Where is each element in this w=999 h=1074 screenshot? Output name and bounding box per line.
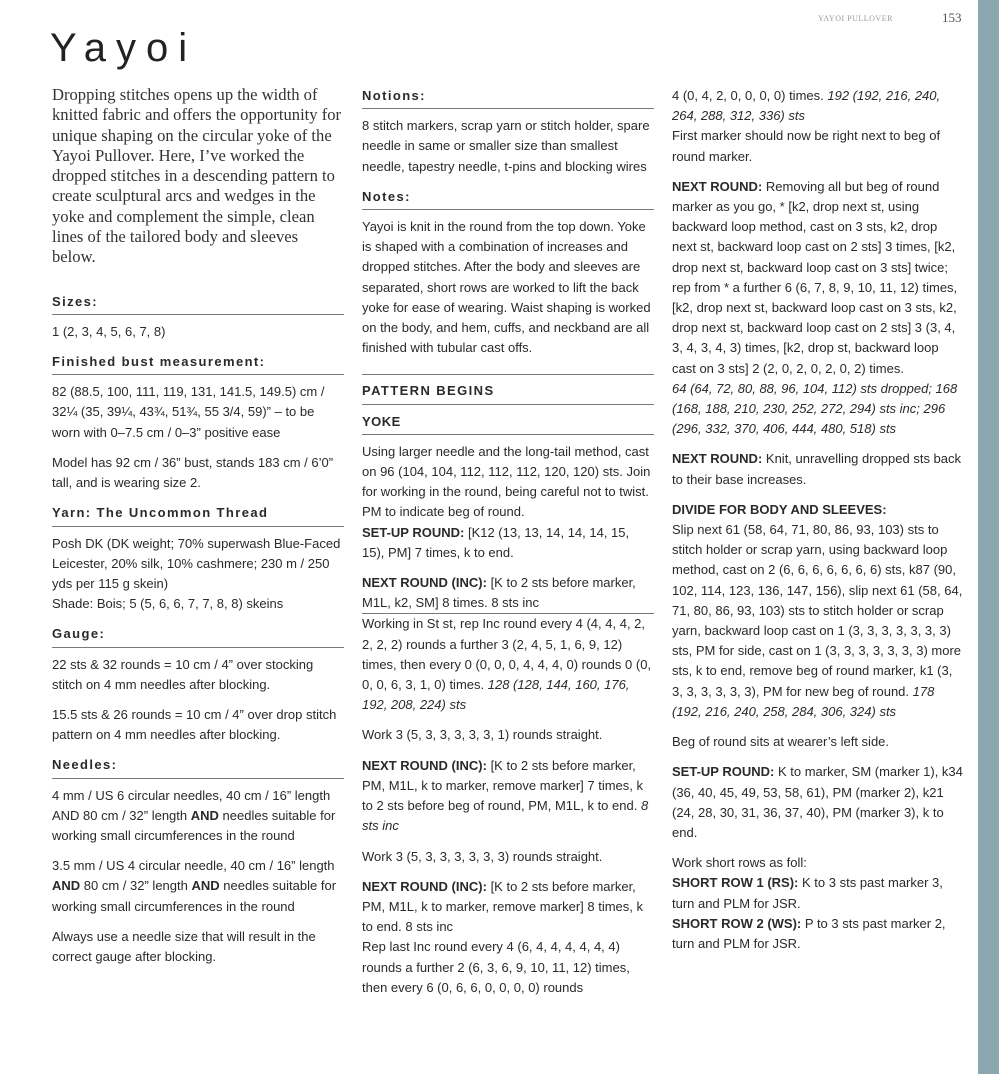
page-title: Yayoi [50, 26, 198, 70]
inc-round-3-repeat: Rep last Inc round every 4 (6, 4, 4, 4, 4, 4, 4) rounds a further 2 (6, 3, 6, 9, 10, 11, 12) times, then every 6 (0, 6, 6, 0, 0, 0, 0) rounds [362, 939, 630, 995]
needles-note: Always use a needle size that will result in the correct gauge after blocking. [52, 928, 316, 964]
straight-rounds-1: Work 3 (5, 3, 3, 3, 3, 3, 1) rounds straight. [362, 727, 603, 743]
inc-round-1: NEXT ROUND (INC): [K to 2 sts before marker, M1L, k2, SM] 8 times. 8 sts inc [362, 573, 654, 614]
drop-round-totals: 64 (64, 72, 80, 88, 96, 104, 112) sts dropped; 168 (168, 188, 210, 230, 252, 272, 294) sts inc; 296 (296, 332, 370, 406, 444, 480, 518) sts [672, 380, 958, 437]
notes-heading: Notes: [362, 187, 654, 210]
page-number: 153 [942, 10, 962, 25]
yoke-heading: YOKE [362, 412, 654, 435]
left-side-note: Beg of round sits at wearer’s left side. [672, 734, 890, 750]
short-rows-intro: Work short rows as foll: [672, 855, 807, 871]
decorative-side-band [978, 0, 999, 1074]
bust-heading: Finished bust measurement: [52, 352, 344, 375]
model-note: Model has 92 cm / 36” bust, stands 183 cm / 6’0” tall, and is wearing size 2. [52, 454, 334, 491]
sizes-heading: Sizes: [52, 292, 344, 315]
inc-round-2: NEXT ROUND (INC): [K to 2 sts before marker, PM, M1L, k to marker, remove marker] 7 times, k to 2 sts before beg of round, PM, M1L, k to end. 8 sts inc [362, 757, 649, 834]
gauge-stocking: 22 sts & 32 rounds = 10 cm / 4” over stocking stitch on 4 mm needles after blocking. [52, 656, 314, 692]
gauge-drop: 15.5 sts & 26 rounds = 10 cm / 4” over drop stitch pattern on 4 mm needles after blocking. [52, 706, 337, 743]
setup-round-2: SET-UP ROUND: K to marker, SM (marker 1), k34 (36, 40, 45, 49, 53, 58, 61), PM (marker 2), k21 (24, 28, 30, 31, 36, 37, 40), PM (marker 3), k to end. [672, 764, 963, 840]
yarn-heading: Yarn: The Uncommon Thread [52, 503, 344, 526]
column-2 [362, 86, 654, 1008]
short-row-1: SHORT ROW 1 (RS): K to 3 sts past marker 3, turn and PLM for JSR. [672, 875, 943, 911]
inc-round-3: NEXT ROUND (INC): [K to 2 sts before marker, PM, M1L, k to marker, remove marker] 8 times, k to end. 8 sts inc [362, 878, 644, 935]
needles-item-2: 3.5 mm / US 4 circular needle, 40 cm / 16” length AND 80 cm / 32” length AND needles suitable for working small circumferences in the round [52, 858, 337, 914]
needles-item-1: 4 mm / US 6 circular needles, 40 cm / 16” length AND 80 cm / 32” length AND needles suitable for working small circumferences in the round [52, 787, 336, 843]
notions-heading: Notions: [362, 86, 654, 109]
inc-round-1-repeat: Working in St st, rep Inc round every 4 (4, 4, 4, 2, 2, 2, 2) rounds a further 3 (2, 4, 5, 1, 6, 9, 12) times, then every 0 (0, 0, 0, 4, 4, 4, 0) rounds 0 (0, 0, 0, 6, 3, 1, 0) times. 128 (128, 144, 160, 176, 192, 208, 224) sts [362, 616, 652, 713]
yarn-shade: Shade: Bois; 5 (5, 6, 6, 7, 7, 8, 8) skeins [52, 596, 284, 612]
column-3 [672, 86, 964, 964]
notions-value: 8 stitch markers, scrap yarn or stitch holder, spare needle in same or smaller size than smallest needle, tapestry needle, t-pins and blocking wires [362, 118, 650, 174]
needles-heading: Needles: [52, 755, 344, 778]
bust-value: 82 (88.5, 100, 111, 119, 131, 141.5, 149.5) cm / 32¼ (35, 39¼, 43¾, 51¾, 55 3/4, 59)” – to be worn with 0–7.5 cm / 0–3” positive ease [52, 384, 325, 440]
continued-repeat: 4 (0, 4, 2, 0, 0, 0, 0) times. 192 (192, 216, 240, 264, 288, 312, 336) sts [672, 88, 941, 124]
straight-rounds-2: Work 3 (5, 3, 3, 3, 3, 3, 3) rounds straight. [362, 848, 603, 864]
short-row-2: SHORT ROW 2 (WS): P to 3 sts past marker 2, turn and PLM for JSR. [672, 915, 946, 951]
cast-on-instructions: Using larger needle and the long-tail method, cast on 96 (104, 104, 112, 112, 112, 120, 120) sts. Join for working in the round, being careful not to twist. PM to indicate beg of round. [362, 443, 651, 520]
notes-value: Yayoi is knit in the round from the top down. Yoke is shaped with a combination of increases and dropped stitches. After the body and sleeves are separated, short rows are worked to lift the back yoke for ease of wearing. Waist shaping is worked on the body, and hem, cuffs, and neckband are all finished with tubular cast offs. [362, 219, 651, 356]
yarn-value: Posh DK (DK weight; 70% superwash Blue-Faced Leicester, 20% silk, 10% cashmere; 230 m / 250 yds per 115 g skein) [52, 535, 341, 591]
drop-round: NEXT ROUND: Removing all but beg of round marker as you go, * [k2, drop next st, using backward loop method, cast on 3 sts, k2, drop next st, backward loop cast on 2 sts] 3 times, [k2, drop next st, backward loop cast on 3 sts] twice; rep from * a further 6 (6, 7, 8, 9, 10, 11, 12) times, [k2, drop next st, backward loop cast on 3 sts, k2, drop next st, backward loop cast on 2 sts] 3 (3, 4, 3, 4, 3, 4, 3) times, [k2, drop st, backward loop cast on 3 sts] 2 (2, 0, 2, 0, 2, 0, 2) times. [672, 178, 958, 376]
intro-paragraph: Dropping stitches opens up the width of knitted fabric and offers the opportunity for unique shaping on the circular yoke of the Yayoi Pullover. Here, I’ve worked the dropped stitches in a descending pattern to create sculptural arcs and wedges in the yoke and complement the simple, clean lines of the tailored body and sleeves below. [52, 85, 342, 267]
setup-round: SET-UP ROUND: [K12 (13, 13, 14, 14, 14, 15, 15), PM] 7 times, k to end. [362, 524, 630, 560]
sizes-value: 1 (2, 3, 4, 5, 6, 7, 8) [52, 323, 166, 339]
column-1 [52, 85, 344, 977]
first-marker-note: First marker should now be right next to beg of round marker. [672, 128, 941, 164]
pattern-begins-heading: PATTERN BEGINS [362, 374, 654, 404]
divide-instructions: Slip next 61 (58, 64, 71, 80, 86, 93, 103) sts to stitch holder or scrap yarn, using backward loop method, cast on 2 (6, 6, 6, 6, 6, 6, 6) sts, k87 (90, 102, 114, 123, 136, 147, 156), slip next 61 (58, 64, 71, 80, 86, 93, 103) sts to stitch holder or scrap yarn, backward loop cast on 1 (3, 3, 3, 3, 3, 3, 3) sts, PM for side, cast on 1 (3, 3, 3, 3, 3, 3, 3) more sts, k to end, remove beg of round marker, k1 (3, 3, 3, 3, 3, 3, 3), PM for new beg of round. 178 (192, 216, 240, 258, 284, 306, 324) sts [672, 522, 963, 719]
gauge-heading: Gauge: [52, 624, 344, 647]
running-head: YAYOI PULLOVER [818, 14, 893, 23]
unravel-round: NEXT ROUND: Knit, unravelling dropped sts back to their base increases. [672, 451, 962, 487]
divide-heading: DIVIDE FOR BODY AND SLEEVES: [672, 501, 887, 517]
